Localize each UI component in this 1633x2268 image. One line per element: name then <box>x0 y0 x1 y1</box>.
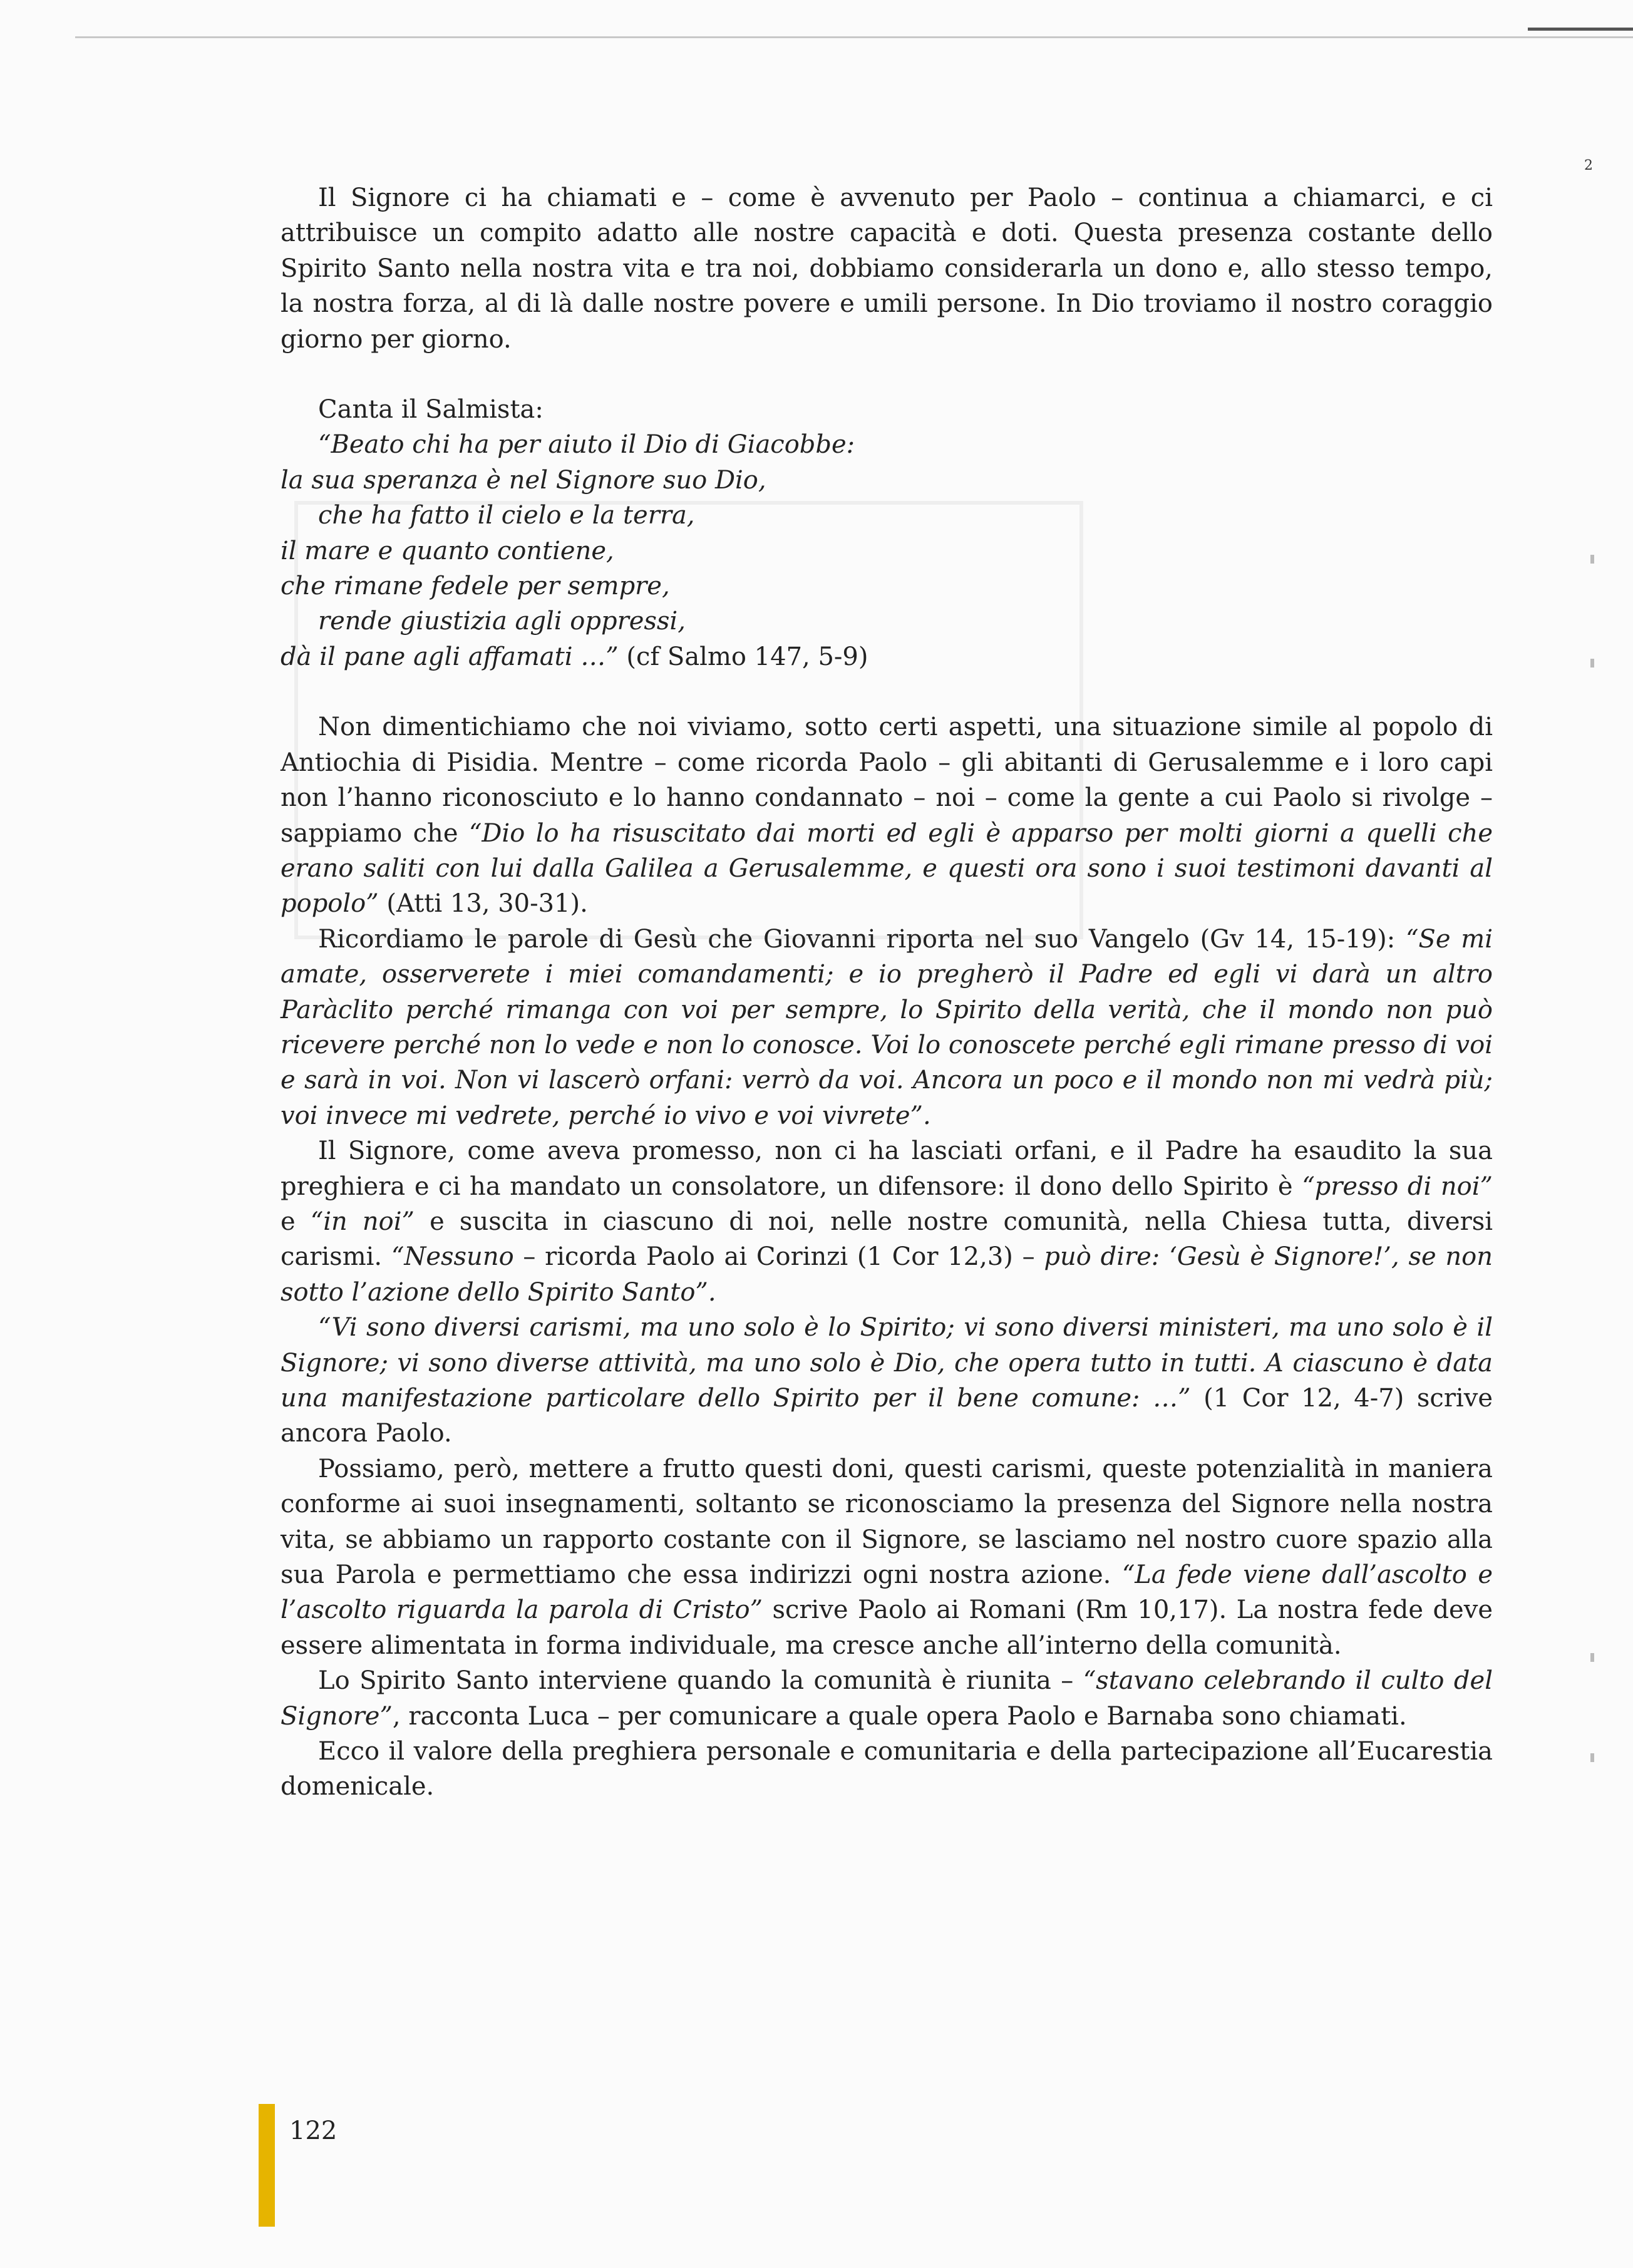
paragraph-consolatore <box>281 1133 1493 1310</box>
psalm-line: il mare e quanto contiene, <box>281 536 614 565</box>
psalm-line: che ha fatto il cielo e la terra, <box>318 501 695 530</box>
spacer <box>281 357 1493 392</box>
psalm-line: che rimane fedele per sempre, <box>281 572 670 601</box>
text-run: Ricordiamo le parole di Gesù che Giovanni riporta nel suo Vangelo (Gv 14, 15-19): <box>318 924 1406 954</box>
paragraph-vangelo <box>281 922 1493 1133</box>
psalm-reference: (cf Salmo 147, 5-9) <box>618 642 868 671</box>
page-number: 122 <box>289 2116 337 2145</box>
quote-run: “Se mi amate, osserverete i miei comandamenti; e io pregherò il Padre ed egli vi darà un altro Paràclito perché rimanga con voi per sempre, lo Spirito della verità, che il mondo non può ricevere perché non lo vede e non lo conosce. Voi lo conoscete perché egli rimane presso di voi e sarà in voi. Non vi lascerò orfani: verrò da voi. Ancora un poco e il mondo non mi vedrà più; voi invece mi vedrete, perché io vivo e voi vivrete”. <box>281 924 1493 1130</box>
paragraph-intro: Il Signore ci ha chiamati e – come è avvenuto per Paolo – continua a chiamarci, e ci attribuisce un compito adatto alle nostre capacità e doti. Questa presenza costante dello Spirito Santo nella nostra vita e tra noi, dobbiamo considerarla un dono e, allo stesso tempo, la nostra forza, al di là dalle nostre povere e umili persone. In Dio troviamo il nostro coraggio giorno per giorno. <box>281 183 1493 354</box>
paragraph-carismi <box>281 1310 1493 1451</box>
text-run: e <box>281 1207 311 1236</box>
quote-run: può dire: ‘Gesù è Signore!’, se non sotto l’azione dello Spirito Santo”. <box>281 1242 1493 1307</box>
text-run: Il Signore, come aveva promesso, non ci ha lasciati orfani, e il Padre ha esaudito la sua preghiera e ci ha mandato un consolatore, un difensore: il dono dello Spirito è <box>281 1137 1493 1201</box>
psalm-line: la sua speranza è nel Signore suo Dio, <box>281 465 766 495</box>
text-run: (1 Cor 12, 4-7) scrive ancora Paolo. <box>281 1384 1493 1448</box>
psalm-intro: Canta il Salmista: <box>318 395 543 425</box>
text-run: – ricorda Paolo ai Corinzi (1 Cor 12,3) – <box>513 1242 1044 1272</box>
edge-mark <box>1590 1753 1594 1762</box>
text-run: Possiamo, però, mettere a frutto questi doni, questi carismi, queste potenzialità in maniera conforme ai suoi insegnamenti, soltanto se riconosciamo la presenza del Signore nella nostra vita, se abbiamo un rapporto costante con il Signore, se lasciamo nel nostro cuore spazio alla sua Parola e permettiamo che essa indirizzi ogni nostra azione. <box>281 1454 1493 1590</box>
text-run: scrive Paolo ai Romani (Rm 10,17). La nostra fede deve essere alimentata in forma individuale, ma cresce anche all’interno della comunità. <box>281 1595 1493 1660</box>
quote-run: “La fede viene dall’ascolto e l’ascolto riguarda la parola di Cristo” <box>281 1560 1493 1625</box>
top-rule <box>75 36 1633 38</box>
spacer <box>281 674 1493 709</box>
text-run: (Atti 13, 30-31). <box>378 889 588 919</box>
paragraph-preghiera: Ecco il valore della preghiera personale e comunitaria e della partecipazione all’Eucarestia domenicale. <box>281 1737 1493 1802</box>
text-run: , racconta Luca – per comunicare a quale opera Paolo e Barnaba sono chiamati. <box>392 1701 1407 1731</box>
edge-mark <box>1590 1653 1594 1662</box>
psalm-line-last <box>281 639 1493 674</box>
body-text <box>281 180 1493 1805</box>
quote-run: “stavano celebrando il culto del Signore” <box>281 1666 1493 1731</box>
quote-run: “in noi” <box>310 1207 415 1236</box>
paragraph-spirito <box>281 1663 1493 1734</box>
quote-run: “Vi sono diversi carismi, ma uno solo è lo Spirito; vi sono diversi ministeri, ma uno solo è il Signore; vi sono diverse attività, ma uno solo è Dio, che opera tutto in tutti. A ciascuno è data una manifestazione particolare dello Spirito per il bene comune: …” <box>281 1313 1493 1413</box>
quote-run: “presso di noi” <box>1302 1172 1493 1201</box>
text-run: Non dimentichiamo che noi viviamo, sotto certi aspetti, una situazione simile al popolo di Antiochia di Pisidia. Mentre – come ricorda Paolo – gli abitanti di Gerusalemme e i loro capi non l’hanno riconosciuto e lo hanno condannato – noi – come la gente a cui Paolo si rivolge – sappiamo che <box>281 713 1493 848</box>
edge-mark <box>1590 659 1594 668</box>
paragraph-antiochia <box>281 709 1493 921</box>
quote-run: “Nessuno <box>391 1242 514 1272</box>
psalm-quote <box>281 427 1493 674</box>
footer-accent-bar <box>259 2104 275 2227</box>
edge-mark <box>1590 555 1594 564</box>
text-run: Lo Spirito Santo interviene quando la comunità è riunita – <box>318 1666 1083 1696</box>
top-rule-accent <box>1528 28 1633 31</box>
paragraph-frutto <box>281 1451 1493 1663</box>
corner-number: 2 <box>1584 158 1593 173</box>
psalm-line: “Beato chi ha per aiuto il Dio di Giacobbe: <box>318 430 855 460</box>
psalm-line: dà il pane agli affamati …” <box>281 642 619 671</box>
quote-run: “Dio lo ha risuscitato dai morti ed egli è apparso per molti giorni a quelli che erano saliti con lui dalla Galilea a Gerusalemme, e questi ora sono i suoi testimoni davanti al popolo” <box>281 818 1493 919</box>
psalm-line: rende giustizia agli oppressi, <box>318 607 686 636</box>
text-run: e suscita in ciascuno di noi, nelle nostre comunità, nella Chiesa tutta, diversi carismi. <box>281 1207 1493 1272</box>
